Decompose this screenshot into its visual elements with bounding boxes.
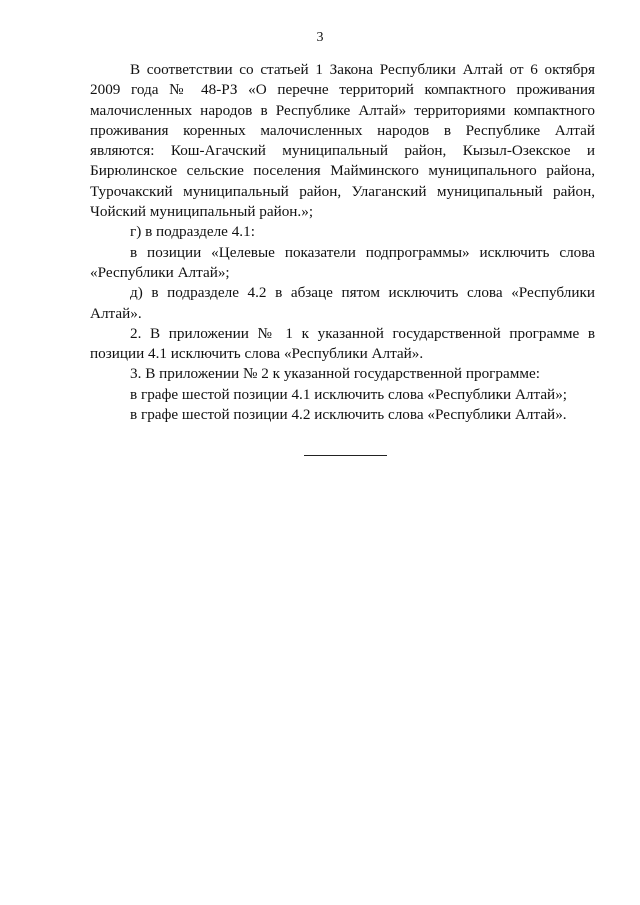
page-number: 3 — [316, 30, 324, 45]
paragraph-law-reference: В соответствии со статьей 1 Закона Республики Алтай от 6 октября 2009 года № 48-РЗ «О перечне территорий компактного проживания малочисленных народов в Республике Алтай» территориями компактного проживания коренных малочисленных народов в Республике Алтай являются: Кош-Агачский муниципальный район, Кызыл-Озекское и Бирюлинское сельские поселения Майминского муниципального района, Турочакский муниципальный район, Улаганский муниципальный район, Чойский муниципальный район.»; — [90, 61, 595, 221]
end-separator-line — [304, 455, 387, 456]
paragraph-column-6-item-4-2: в графе шестой позиции 4.2 исключить слова «Республики Алтай». — [130, 406, 567, 424]
paragraph-target-indicators: в позиции «Целевые показатели подпрограммы» исключить слова «Республики Алтай»; — [90, 243, 595, 281]
document-body — [90, 60, 595, 425]
paragraph-subsection-g: г) в подразделе 4.1: — [130, 223, 255, 241]
paragraph-appendix-2: 3. В приложении № 2 к указанной государственной программе: — [130, 365, 540, 383]
paragraph-column-6-item-4-1: в графе шестой позиции 4.1 исключить слова «Республики Алтай»; — [130, 385, 568, 403]
paragraph-appendix-1: 2. В приложении № 1 к указанной государственной программе в позиции 4.1 исключить слова «Республики Алтай». — [90, 324, 595, 363]
paragraph-subsection-d: д) в подразделе 4.2 в абзаце пятом исключить слова «Республики Алтай». — [90, 284, 595, 322]
